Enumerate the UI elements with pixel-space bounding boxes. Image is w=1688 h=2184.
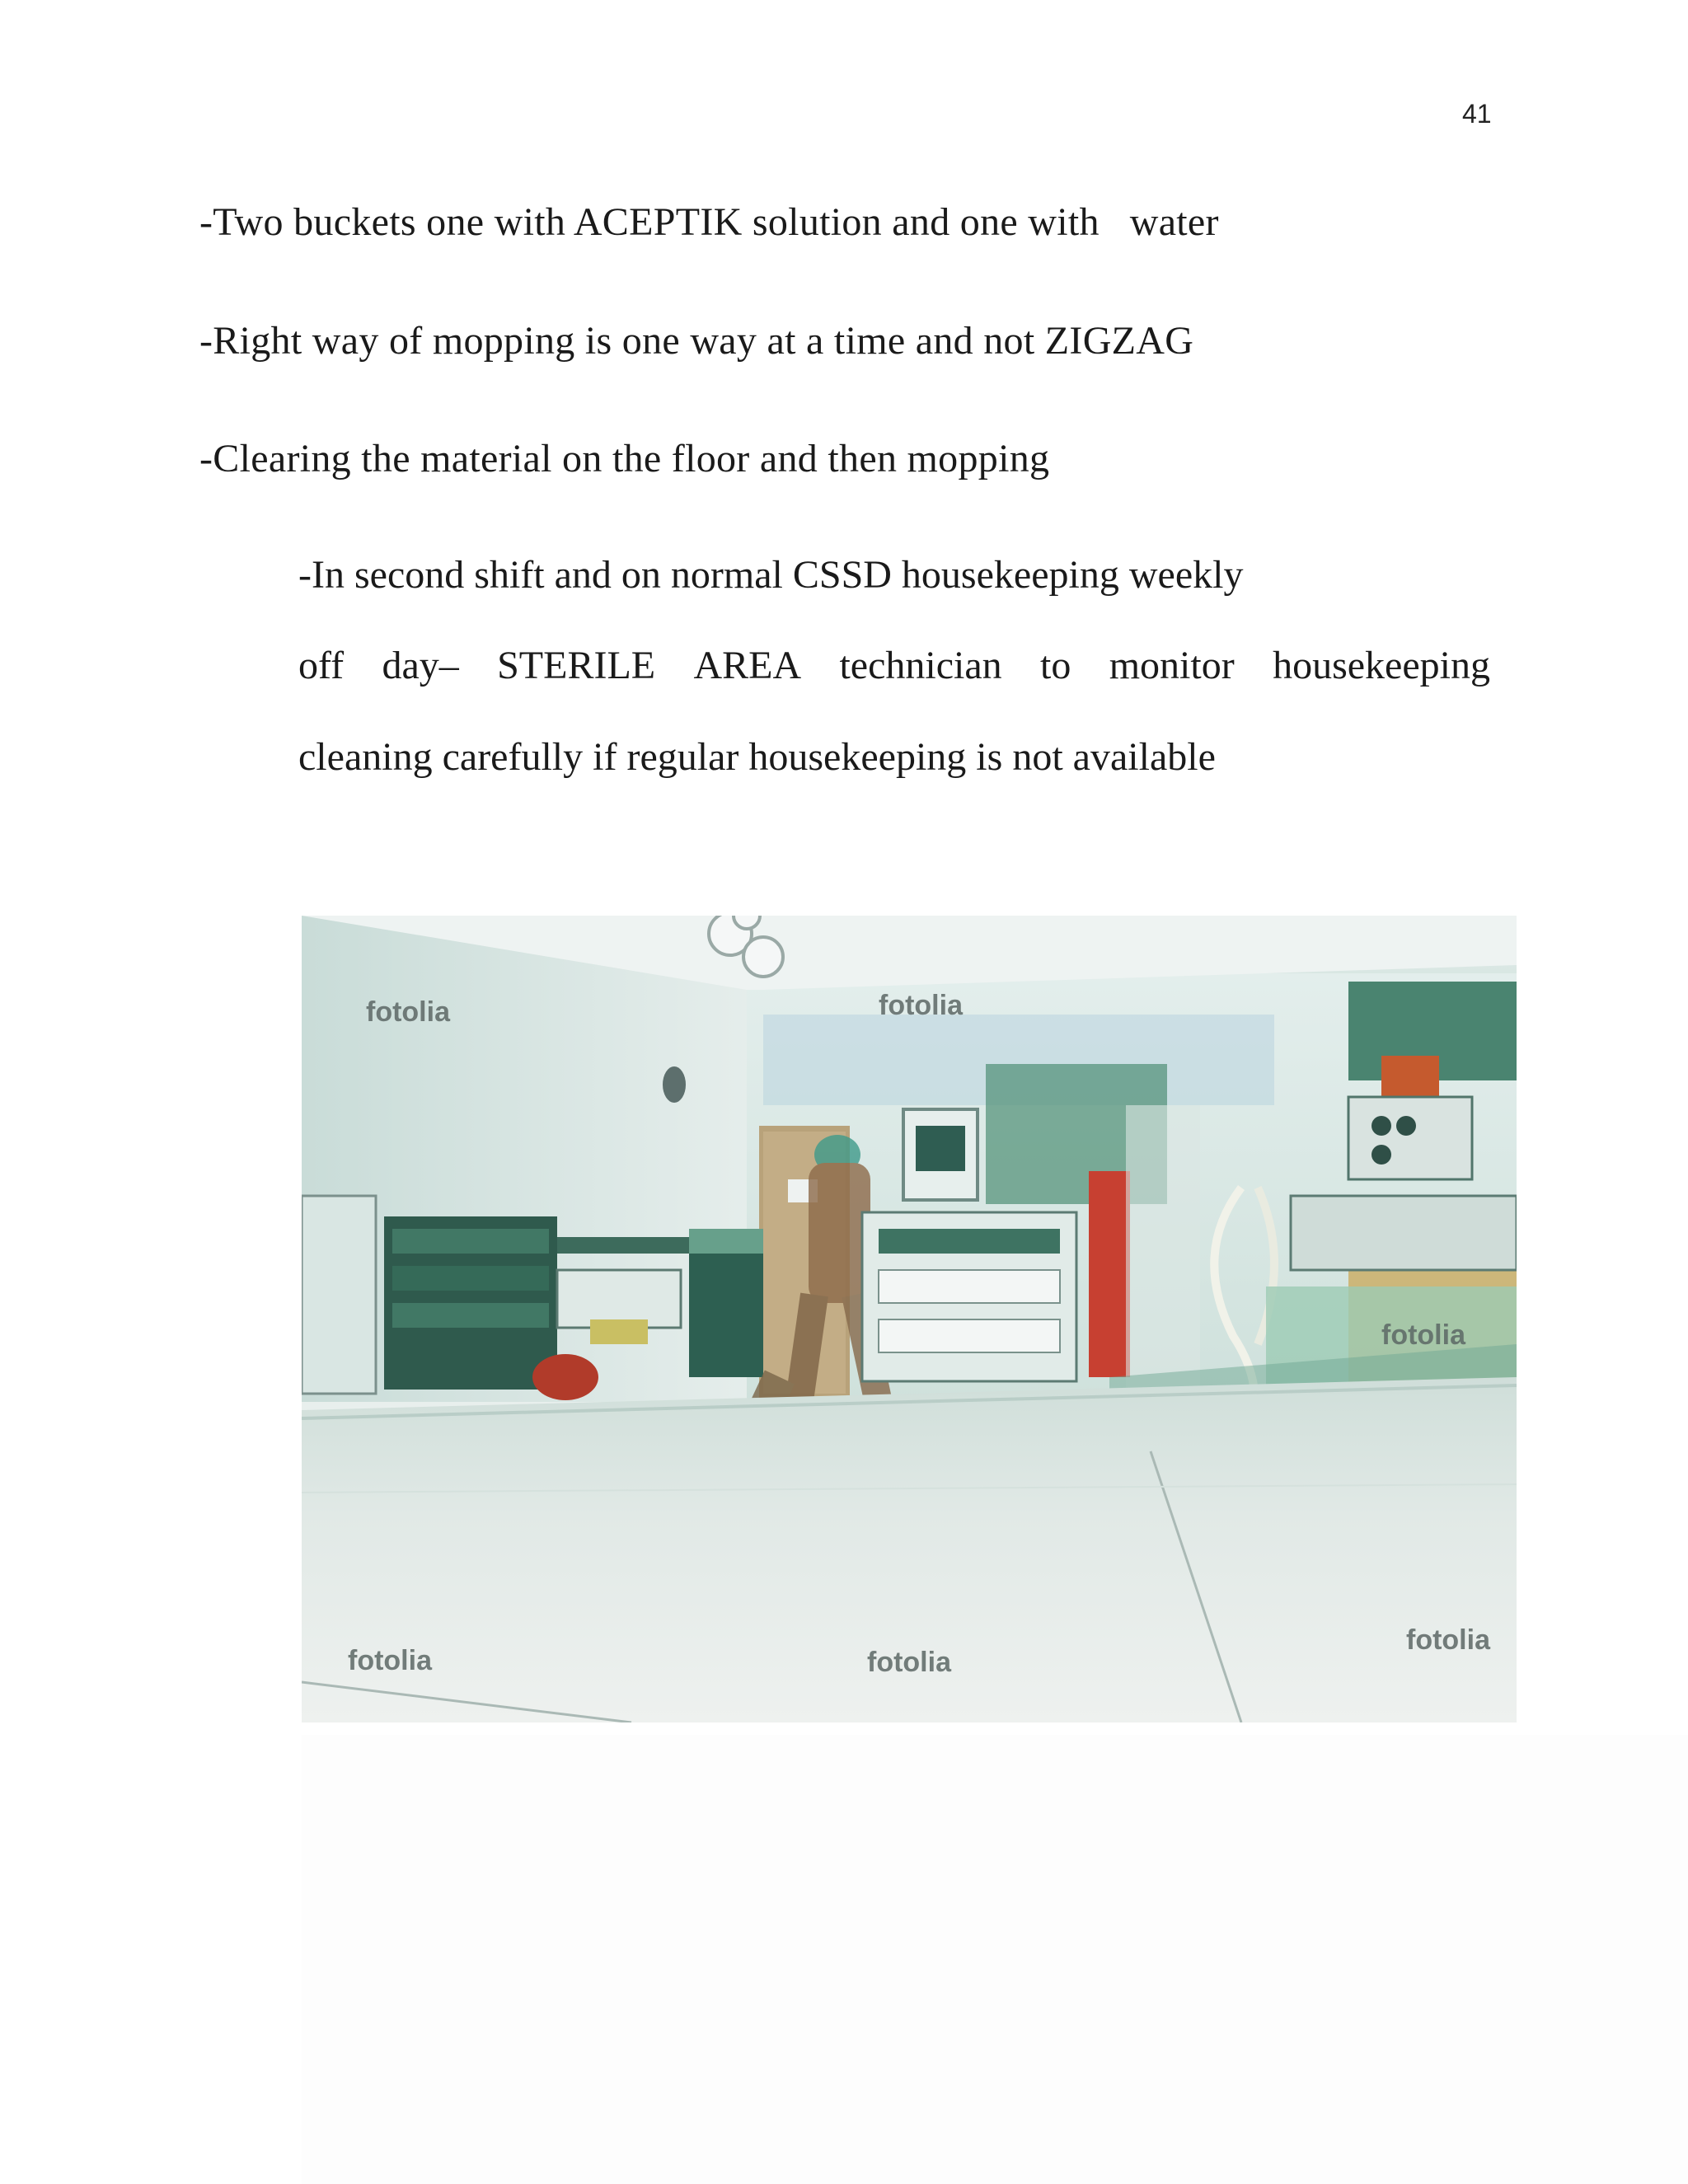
- bullet-clearing-floor: -Clearing the material on the floor and then mopping: [199, 437, 1050, 480]
- paragraph-word: housekeeping: [1273, 644, 1490, 687]
- watermark-text: fotolia: [1406, 1624, 1490, 1656]
- watermark-text: fotolia: [867, 1647, 951, 1678]
- paragraph-word: AREA: [693, 644, 802, 687]
- paragraph-word: day–: [382, 644, 459, 687]
- watermark-text: fotolia: [1381, 1319, 1465, 1351]
- paragraph-word: to: [1040, 644, 1071, 687]
- blank-area: [302, 1735, 1688, 2184]
- paragraph-word: STERILE: [497, 644, 656, 687]
- bullet-buckets: -Two buckets one with ACEPTIK solution and one with water: [199, 200, 1219, 244]
- watermark-text: fotolia: [879, 990, 963, 1021]
- paragraph-line-1: -In second shift and on normal CSSD housekeeping weekly: [298, 553, 1244, 597]
- paragraph-line-2: [298, 646, 1490, 686]
- watermark-text: fotolia: [366, 996, 450, 1028]
- operating-room-photo: [302, 916, 1517, 1722]
- paragraph-line-3: cleaning carefully if regular housekeeping is not available: [298, 735, 1216, 779]
- bullet-mopping-direction: -Right way of mopping is one way at a time and not ZIGZAG: [199, 319, 1194, 363]
- page-number: 41: [1462, 99, 1492, 129]
- paragraph-word: off: [298, 644, 345, 687]
- paragraph-word: technician: [839, 644, 1002, 687]
- watermark-text: fotolia: [348, 1645, 432, 1676]
- paragraph-word: monitor: [1109, 644, 1235, 687]
